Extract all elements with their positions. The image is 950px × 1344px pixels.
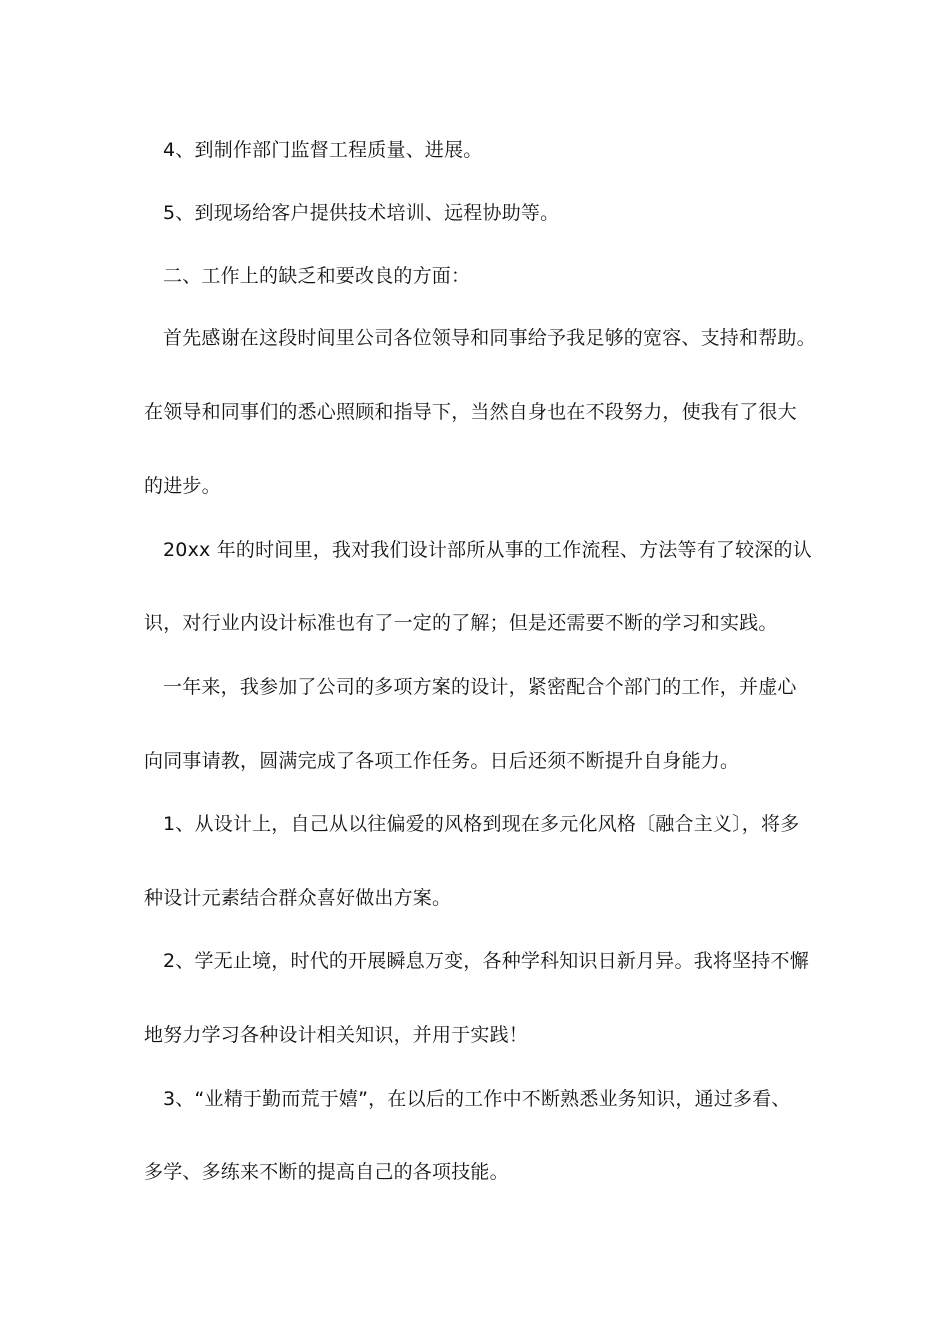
point-2-line-1: 2、学无止境，时代的开展瞬息万变，各种学科知识日新月异。我将坚持不懈	[163, 950, 809, 972]
section-heading: 二、工作上的缺乏和要改良的方面：	[163, 265, 471, 287]
point-1-line-2: 种设计元素结合群众喜好做出方案。	[144, 887, 452, 909]
paragraph-thanks-line-1: 首先感谢在这段时间里公司各位领导和同事给予我足够的宽容、支持和帮助。	[163, 327, 816, 349]
point-3-line-2: 多学、多练来不断的提高自己的各项技能。	[144, 1161, 509, 1183]
point-3-line-1: 3、“业精于勤而荒于嬉”，在以后的工作中不断熟悉业务知识，通过多看、	[163, 1088, 791, 1110]
paragraph-thanks-line-3: 的进步。	[144, 475, 221, 497]
paragraph-projects-line-2: 向同事请教，圆满完成了各项工作任务。日后还须不断提升自身能力。	[144, 750, 740, 772]
paragraph-projects-line-1: 一年来，我参加了公司的多项方案的设计，紧密配合个部门的工作，并虚心	[163, 676, 797, 698]
point-2-line-2: 地努力学习各种设计相关知识，并用于实践！	[144, 1024, 529, 1046]
paragraph-year-line-2: 识，对行业内设计标准也有了一定的了解；但是还需要不断的学习和实践。	[144, 612, 778, 634]
paragraph-year-line-1: 20xx 年的时间里，我对我们设计部所从事的工作流程、方法等有了较深的认	[163, 539, 812, 561]
point-1-line-1: 1、从设计上，自己从以往偏爱的风格到现在多元化风格〔融合主义〕，将多	[163, 813, 800, 835]
item-4-text: 4、到制作部门监督工程质量、进展。	[163, 139, 483, 161]
item-5-text: 5、到现场给客户提供技术培训、远程协助等。	[163, 202, 560, 224]
paragraph-thanks-line-2: 在领导和同事们的悉心照顾和指导下，当然自身也在不段努力，使我有了很大	[144, 401, 797, 423]
